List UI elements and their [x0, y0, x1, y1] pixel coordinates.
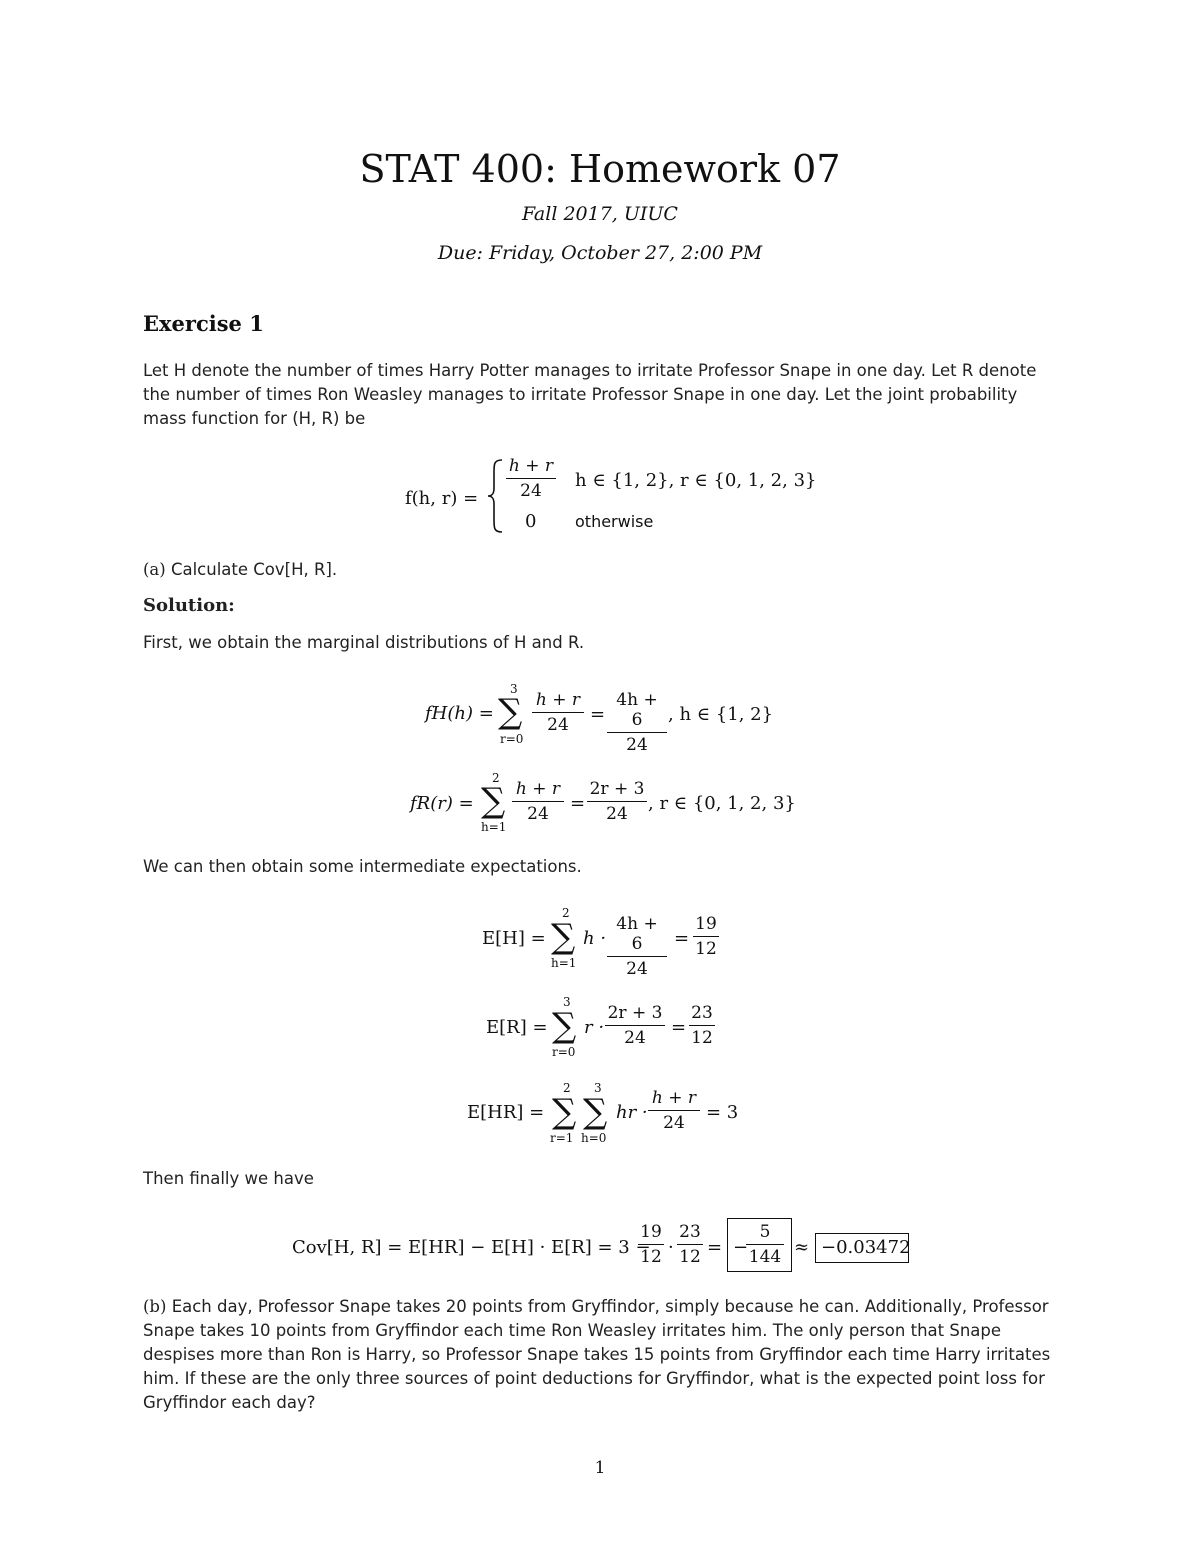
ER-lhs: E[R] =: [486, 1017, 548, 1038]
fH-frac1: [532, 690, 584, 735]
EH-sigma: ∑: [551, 917, 576, 957]
cov-frac2-num: 23: [677, 1222, 703, 1245]
cov-frac2: [677, 1222, 703, 1267]
cov-answer-num: 5: [746, 1222, 784, 1245]
pmf-lhs: f(h, r) =: [405, 488, 479, 509]
EHR-frac-num: h + r: [648, 1088, 700, 1111]
ER-frac: [605, 1003, 665, 1048]
EH-sum-top: 2: [562, 906, 570, 920]
EH-sum-bottom: h=1: [551, 956, 577, 970]
EHR-lhs: E[HR] =: [467, 1102, 545, 1123]
fH-domain: , h ∈ {1, 2}: [668, 704, 774, 725]
fH-sigma: ∑: [498, 692, 523, 732]
pmf-case2-condition: otherwise: [575, 512, 654, 531]
part-b-text: Each day, Professor Snape takes 20 points from Gryffindor, simply because he can. Additionally, Professor Snape takes 10 points from Gryffindor each time Ron Weasley irritates him. The only person that Snape despises more than Ron is Harry, so Professor Snape takes 15 points from Gryffindor each time Harry irritates him. If these are the only three sources of point deductions for Gryffindor, what is the expected point loss for Gryffindor each day?: [143, 1297, 1051, 1412]
EHR-result: = 3: [706, 1102, 739, 1123]
exercise-heading: Exercise 1: [143, 311, 264, 336]
pmf-brace: [486, 458, 506, 534]
EHR-sum1-bottom: r=1: [550, 1131, 574, 1145]
fR-domain: , r ∈ {0, 1, 2, 3}: [648, 793, 796, 814]
fR-sum-bottom: h=1: [481, 820, 507, 834]
pmf-case1-den: 24: [520, 481, 542, 501]
part-a-question: [143, 558, 1063, 582]
cov-frac2-den: 12: [679, 1247, 701, 1267]
fR-frac2: [587, 779, 647, 824]
pmf-case2-value: 0: [525, 511, 537, 532]
EHR-term: hr ·: [616, 1102, 648, 1123]
expectations-intro: We can then obtain some intermediate expectations.: [143, 857, 582, 876]
fH-eq: =: [590, 704, 606, 725]
cov-frac1: [638, 1222, 664, 1267]
fH-lhs: fH(h) =: [425, 703, 494, 724]
fH-frac2-den: 24: [626, 735, 648, 755]
ER-result: [689, 1003, 715, 1048]
cov-dot: ·: [668, 1237, 674, 1258]
fR-frac2-den: 24: [606, 804, 628, 824]
fR-eq: =: [570, 793, 586, 814]
fR-frac2-num: 2r + 3: [587, 779, 647, 802]
EH-frac-den: 24: [626, 959, 648, 979]
part-a-label: (a): [143, 560, 166, 579]
EHR-sum2-bottom: h=0: [581, 1131, 607, 1145]
EH-lhs: E[H] =: [482, 928, 546, 949]
page-number: 1: [594, 1458, 606, 1478]
ER-frac-den: 24: [624, 1028, 646, 1048]
marginals-intro: First, we obtain the marginal distributions of H and R.: [143, 633, 585, 652]
EHR-sum1-top: 2: [563, 1081, 571, 1095]
fR-sigma: ∑: [481, 781, 506, 821]
part-b-label: (b): [143, 1297, 167, 1316]
EHR-frac: [648, 1088, 700, 1133]
EH-term: h ·: [583, 928, 607, 949]
EH-result-den: 12: [695, 939, 717, 959]
ER-term: r ·: [584, 1017, 605, 1038]
cov-answer-frac: [746, 1222, 784, 1267]
fR-frac1-den: 24: [527, 804, 549, 824]
pmf-case1-num: h + r: [506, 456, 556, 479]
cov-answer-minus: −: [733, 1237, 749, 1258]
ER-result-num: 23: [689, 1003, 715, 1026]
EH-result: [693, 914, 719, 959]
fH-frac1-den: 24: [547, 715, 569, 735]
EHR-frac-den: 24: [663, 1113, 685, 1133]
EHR-sum2-top: 3: [594, 1081, 602, 1095]
fH-frac1-num: h + r: [532, 690, 584, 713]
finally-text: Then finally we have: [143, 1169, 314, 1188]
cov-answer-den: 144: [748, 1247, 782, 1267]
cov-approx: ≈: [794, 1237, 810, 1258]
cov-lhs: Cov[H, R] = E[HR] − E[H] · E[R] = 3 −: [292, 1237, 651, 1258]
ER-eq: =: [671, 1017, 687, 1038]
part-b-question: [143, 1295, 1063, 1415]
solution-label: Solution:: [143, 595, 235, 616]
fH-frac2: [607, 690, 667, 755]
cov-frac1-num: 19: [638, 1222, 664, 1245]
ER-frac-num: 2r + 3: [605, 1003, 665, 1026]
cov-frac1-den: 12: [640, 1247, 662, 1267]
due-date-line: Due: Friday, October 27, 2:00 PM: [437, 242, 763, 264]
document-title: STAT 400: Homework 07: [359, 147, 841, 191]
ER-sum-top: 3: [563, 995, 571, 1009]
cov-decimal: −0.03472: [821, 1237, 911, 1258]
ER-result-den: 12: [691, 1028, 713, 1048]
exercise-intro: Let H denote the number of times Harry Potter manages to irritate Professor Snape in one day. Let R denote the number of times Ron Weasley manages to irritate Professor Snape in one day. Let the joint probability mass function for (H, R) be: [143, 361, 1037, 428]
EH-frac: [607, 914, 667, 979]
pmf-case1-condition: h ∈ {1, 2}, r ∈ {0, 1, 2, 3}: [575, 470, 817, 491]
part-a-text: Calculate Cov[H, R].: [170, 560, 338, 579]
ER-sigma: ∑: [552, 1006, 577, 1046]
term-line: Fall 2017, UIUC: [522, 203, 678, 225]
EH-eq: =: [674, 928, 690, 949]
fR-frac1: [512, 779, 564, 824]
ER-sum-bottom: r=0: [552, 1045, 576, 1059]
pmf-case1-fraction: [506, 456, 556, 501]
EH-frac-num: 4h + 6: [607, 914, 667, 957]
fR-frac1-num: h + r: [512, 779, 564, 802]
fH-frac2-num: 4h + 6: [607, 690, 667, 733]
fH-sum-bottom: r=0: [500, 732, 524, 746]
fR-sum-top: 2: [492, 771, 500, 785]
EHR-sigma2: ∑: [583, 1092, 608, 1132]
fR-lhs: fR(r) =: [410, 793, 474, 814]
EHR-sigma1: ∑: [552, 1092, 577, 1132]
EH-result-num: 19: [693, 914, 719, 937]
fH-sum-top: 3: [510, 682, 518, 696]
cov-eq: =: [707, 1237, 723, 1258]
